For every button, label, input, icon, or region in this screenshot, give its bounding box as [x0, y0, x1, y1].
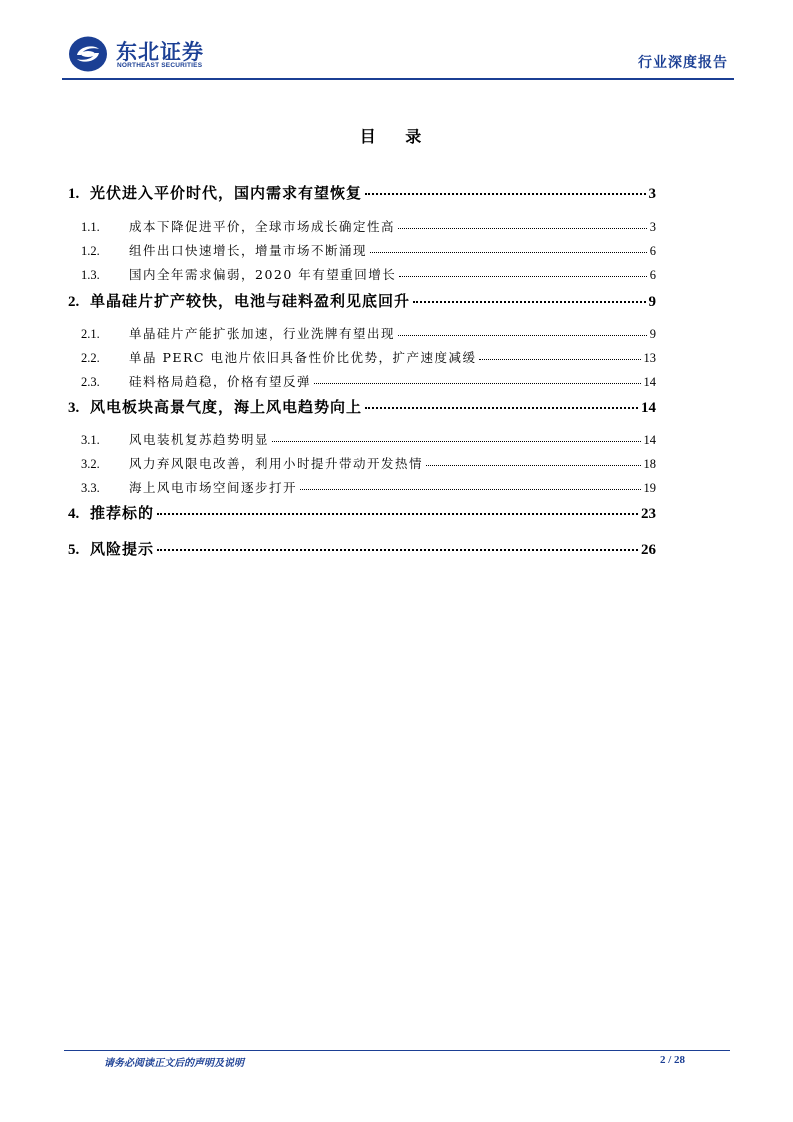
toc-leader-dots: [300, 489, 640, 490]
toc-entry-label: 单晶 PERC 电池片依旧具备性价比优势，扩产速度减缓: [129, 350, 477, 365]
toc-entry-label: 风力弃风限电改善，利用小时提升带动开发热情: [129, 456, 424, 471]
toc-entry-page: 14: [641, 400, 656, 416]
toc-entry-number: 1.: [68, 186, 80, 202]
toc-entry-number: 1.1.: [81, 220, 100, 234]
footer-divider: [64, 1050, 730, 1051]
toc-leader-dots: [272, 441, 640, 442]
logo-english-text: NORTHEAST SECURITIES: [117, 62, 203, 69]
toc-entry-number: 2.1.: [81, 327, 100, 341]
toc-entry-label: 硅料格局趋稳，价格有望反弹: [129, 374, 312, 389]
toc-entry-page: 18: [643, 457, 656, 471]
toc-leader-dots: [157, 549, 638, 551]
toc-entry-page: 14: [643, 433, 656, 447]
toc-entry-number: 1.3.: [81, 268, 100, 282]
toc-entry-number: 1.2.: [81, 244, 100, 258]
toc-leader-dots: [426, 465, 640, 466]
toc-leader-dots: [365, 407, 638, 409]
toc-entry-label: 成本下降促进平价，全球市场成长确定性高: [129, 219, 396, 234]
header-divider: [62, 78, 734, 80]
toc-entry-section[interactable]: [68, 348, 656, 366]
logo-mark-icon: [68, 35, 108, 73]
company-logo: [68, 34, 288, 74]
toc-entry-page: 19: [643, 481, 656, 495]
toc-entry-number: 5.: [68, 542, 80, 558]
toc-entry-number: 2.2.: [81, 351, 100, 365]
toc-entry-label: 单晶硅片产能扩张加速，行业洗牌有望出现: [129, 326, 396, 341]
toc-entry-section[interactable]: [68, 241, 656, 259]
toc-entry-section[interactable]: [68, 217, 656, 235]
toc-entry-label: 风险提示: [90, 540, 155, 558]
toc-entry-chapter[interactable]: [68, 396, 656, 417]
toc-entry-label: 推荐标的: [90, 504, 155, 522]
toc-leader-dots: [413, 301, 645, 303]
toc-entry-page: 9: [648, 294, 656, 310]
toc-leader-dots: [157, 513, 638, 515]
toc-leader-dots: [365, 193, 645, 195]
toc-entry-page: 14: [643, 375, 656, 389]
toc-entry-chapter[interactable]: [68, 290, 656, 311]
toc-entry-number: 3.3.: [81, 481, 100, 495]
toc-heading: 目 录: [359, 127, 434, 146]
toc-entry-number: 2.: [68, 294, 80, 310]
toc-entry-section[interactable]: [68, 478, 656, 496]
toc-entry-page: 3: [648, 186, 656, 202]
toc-entry-number: 4.: [68, 506, 80, 522]
toc-entry-label: 组件出口快速增长，增量市场不断涌现: [129, 243, 368, 258]
toc-entry-page: 13: [643, 351, 656, 365]
toc-entry-label: 风电装机复苏趋势明显: [129, 432, 270, 447]
toc-entry-section[interactable]: [68, 430, 656, 448]
toc-entry-number: 3.: [68, 400, 80, 416]
toc-entry-number: 2.3.: [81, 375, 100, 389]
toc-entry-page: 3: [649, 220, 656, 234]
footer-disclaimer: 请务必阅读正文后的声明及说明: [104, 1058, 244, 1069]
report-type-label: 行业深度报告: [638, 55, 728, 71]
logo-chinese-text: 东北证券: [116, 40, 204, 64]
toc-entry-page: 6: [649, 268, 656, 282]
page-header: [62, 34, 732, 76]
toc-entry-page: 26: [641, 542, 656, 558]
toc-entry-chapter[interactable]: [68, 538, 656, 559]
toc-entry-section[interactable]: [68, 372, 656, 390]
toc-entry-number: 3.1.: [81, 433, 100, 447]
toc-entry-section[interactable]: [68, 324, 656, 342]
footer-page-number: 2 / 28: [659, 1054, 685, 1066]
toc-entry-label: 国内全年需求偏弱，2020 年有望重回增长: [129, 267, 397, 282]
toc-entry-section[interactable]: [68, 454, 656, 472]
toc-entry-label: 光伏进入平价时代，国内需求有望恢复: [90, 184, 363, 202]
toc-entry-label: 单晶硅片扩产较快，电池与硅料盈利见底回升: [90, 292, 411, 310]
toc-entry-page: 23: [641, 506, 656, 522]
toc-entry-chapter[interactable]: [68, 502, 656, 523]
toc-entry-chapter[interactable]: [68, 182, 656, 203]
toc-entry-section[interactable]: [68, 265, 656, 283]
toc-leader-dots: [314, 383, 640, 384]
toc-leader-dots: [479, 359, 640, 360]
toc-entry-label: 风电板块高景气度，海上风电趋势向上: [90, 398, 363, 416]
toc-entry-page: 6: [649, 244, 656, 258]
toc-leader-dots: [398, 335, 647, 336]
toc-entry-page: 9: [649, 327, 656, 341]
toc-leader-dots: [399, 276, 646, 277]
toc-entry-number: 3.2.: [81, 457, 100, 471]
toc-leader-dots: [370, 252, 647, 253]
toc-leader-dots: [398, 228, 647, 229]
toc-entry-label: 海上风电市场空间逐步打开: [129, 480, 298, 495]
